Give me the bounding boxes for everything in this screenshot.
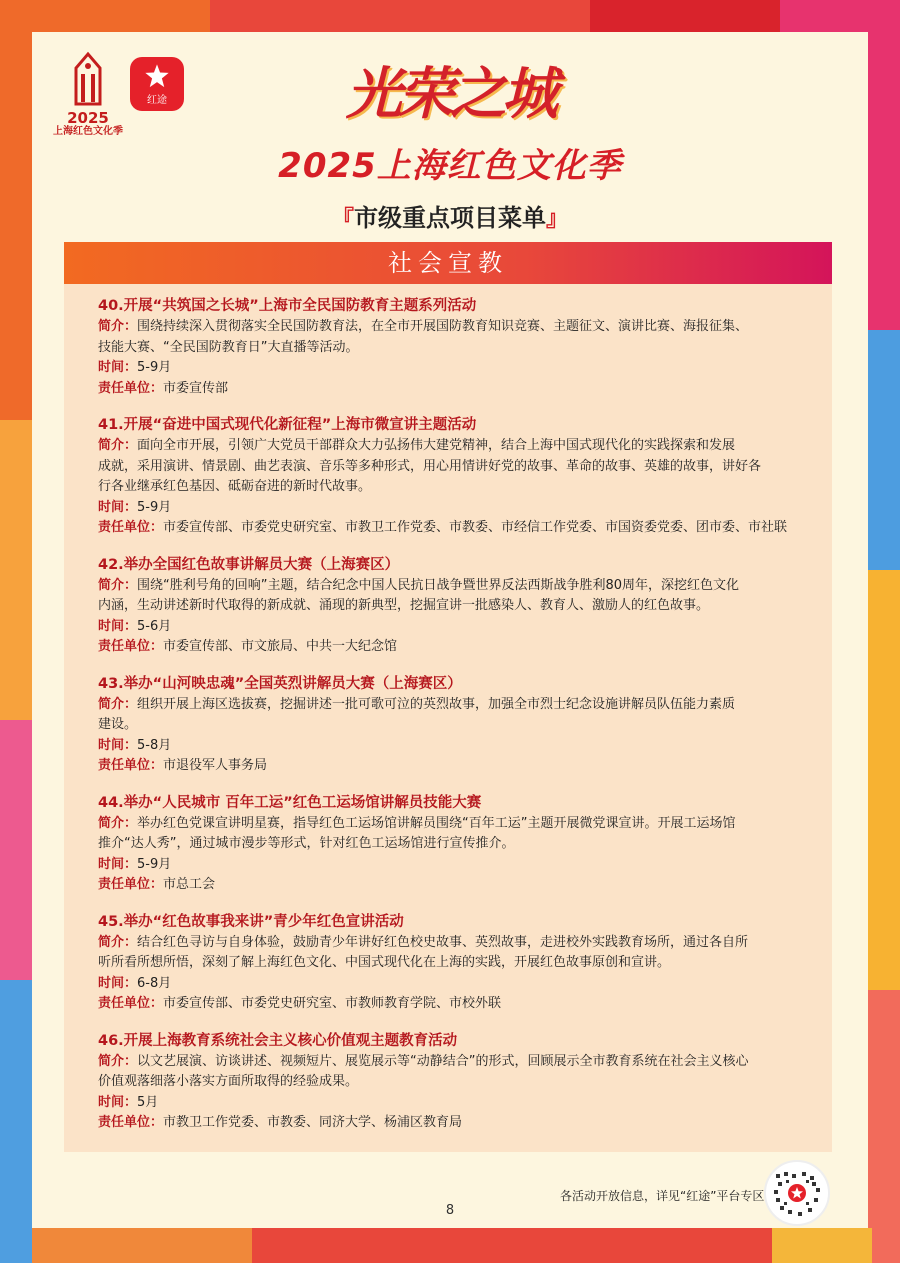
time-value: 5-9月: [137, 499, 172, 515]
project-intro-line: [98, 317, 804, 338]
project-intro-line: [98, 933, 804, 954]
page-title: 2025上海红色文化季: [278, 146, 622, 186]
unit-label: 责任单位：: [98, 996, 164, 1011]
project-time: [98, 736, 804, 757]
intro-text: 建设。: [98, 717, 138, 732]
app-name: 红途: [147, 95, 167, 106]
intro-label: 简介：: [98, 815, 138, 831]
intro-text: 技能大赛、“全民国防教育日”大直播等活动。: [98, 339, 359, 355]
project-item: [98, 555, 832, 658]
time-value: 5-6月: [137, 618, 172, 634]
time-value: 5月: [137, 1094, 159, 1110]
project-unit: [98, 518, 804, 539]
project-unit: [98, 756, 804, 777]
unit-label: 责任单位：: [98, 877, 164, 892]
project-time: [98, 855, 804, 876]
time-label: 时间：: [98, 499, 138, 515]
unit-value: 市委宣传部、市委党史研究室、市教师教育学院、市校外联: [163, 996, 502, 1011]
project-intro-line: [98, 814, 804, 835]
time-label: 时间：: [98, 856, 138, 872]
project-title: 45.举办“红色故事我来讲”青少年红色宣讲活动: [98, 913, 404, 930]
intro-label: 简介：: [98, 577, 138, 593]
intro-text: 价值观落细落小落实方面所取得的经验成果。: [98, 1074, 359, 1089]
project-intro-line: [98, 715, 804, 736]
intro-text: 举办红色党课宣讲明星赛，指导红色工运场馆讲解员围绕“百年工运”主题开展微党课宣讲。开展工运场馆: [137, 815, 736, 831]
intro-text: 以文艺展演、访谈讲述、视频短片、展览展示等“动静结合”的形式，回顾展示全市教育系统在社会主义核心: [137, 1053, 749, 1069]
time-value: 6-8月: [137, 975, 172, 991]
intro-label: 简介：: [98, 696, 138, 712]
unit-value: 市退役军人事务局: [163, 758, 268, 773]
project-intro-line: [98, 1052, 804, 1073]
unit-value: 市总工会: [163, 877, 216, 892]
project-list: [64, 284, 832, 1134]
project-intro-line: [98, 477, 804, 498]
project-time: [98, 1093, 804, 1114]
project-time: [98, 974, 804, 995]
intro-text: 听所看所想所悟，深刻了解上海红色文化、中国式现代化在上海的实践，开展红色故事原创和宣讲。: [98, 955, 671, 970]
page-subtitle: [0, 198, 900, 233]
project-item: [98, 296, 832, 399]
project-intro-line: [98, 695, 804, 716]
time-value: 5-8月: [137, 737, 172, 753]
footer-note: 各活动开放信息，详见“红途”平台专区: [560, 1189, 765, 1203]
project-intro-line: [98, 576, 804, 597]
time-label: 时间：: [98, 975, 138, 991]
project-intro-line: [98, 338, 804, 359]
logo-year: 2025: [67, 109, 109, 127]
unit-value: 市委宣传部、市文旅局、中共一大纪念馆: [163, 639, 398, 654]
project-item: [98, 912, 832, 1015]
unit-label: 责任单位：: [98, 639, 164, 654]
intro-label: 简介：: [98, 1053, 138, 1069]
unit-label: 责任单位：: [98, 520, 164, 535]
intro-text: 内涵，生动讲述新时代取得的新成就、涌现的新典型，挖掘宣讲一批感染人、教育人、激励人的红色故事。: [98, 598, 710, 613]
intro-text: 面向全市开展，引领广大党员干部群众大力弘扬伟大建党精神，结合上海中国式现代化的实践探索和发展: [137, 438, 736, 453]
subtitle-text: 市级重点项目菜单: [354, 204, 546, 232]
unit-label: 责任单位：: [98, 380, 164, 396]
time-label: 时间：: [98, 737, 138, 753]
project-item: [98, 674, 832, 777]
page-number: 8: [445, 1203, 455, 1218]
project-unit: [98, 637, 804, 658]
intro-text: 推介“达人秀”，通过城市漫步等形式，针对红色工运场馆进行宣传推介。: [98, 836, 515, 851]
project-time: [98, 498, 804, 519]
qr-code: [764, 1160, 830, 1226]
unit-value: 市委宣传部、市委党史研究室、市教卫工作党委、市教委、市经信工作党委、市国资委党委、团市委、市社联: [163, 520, 788, 535]
project-title: 41.开展“奋进中国式现代化新征程”上海市微宣讲主题活动: [98, 417, 477, 433]
project-intro-line: [98, 436, 804, 457]
intro-text: 围绕持续深入贯彻落实全民国防教育法，在全市开展国防教育知识竞赛、主题征文、演讲比赛、海报征集、: [137, 319, 749, 334]
qr-code-icon: [766, 1162, 828, 1224]
intro-label: 简介：: [98, 438, 138, 453]
logo-name: 上海红色文化季: [53, 126, 123, 137]
intro-text: 组织开展上海区选拔赛，挖掘讲述一批可歌可泣的英烈故事，加强全市烈士纪念设施讲解员队伍能力素质: [137, 696, 736, 712]
project-intro-line: [98, 953, 804, 974]
intro-label: 简介：: [98, 319, 138, 334]
intro-text: 行各业继承红色基因、砥砺奋进的新时代故事。: [98, 479, 372, 494]
project-title: 46.开展上海教育系统社会主义核心价值观主题教育活动: [98, 1032, 458, 1049]
subtitle-close-bracket: 』: [546, 207, 569, 232]
time-value: 5-9月: [137, 856, 172, 872]
unit-value: 市教卫工作党委、市教委、同济大学、杨浦区教育局: [163, 1115, 463, 1130]
time-label: 时间：: [98, 1094, 138, 1110]
unit-label: 责任单位：: [98, 758, 164, 773]
project-time: [98, 358, 804, 379]
project-title: 43.举办“山河映忠魂”全国英烈讲解员大赛（上海赛区）: [98, 675, 462, 692]
project-intro-line: [98, 457, 804, 478]
project-title: 44.举办“人民城市 百年工运”红色工运场馆讲解员技能大赛: [98, 794, 482, 811]
project-title: 40.开展“共筑国之长城”上海市全民国防教育主题系列活动: [98, 298, 477, 314]
intro-label: 简介：: [98, 934, 138, 950]
project-intro-line: [98, 596, 804, 617]
project-unit: [98, 1113, 804, 1134]
project-intro-line: [98, 1072, 804, 1093]
subtitle-open-bracket: 『: [331, 207, 354, 232]
unit-value: 市委宣传部: [163, 380, 229, 396]
project-section: [64, 242, 832, 1152]
time-value: 5-9月: [137, 360, 172, 375]
intro-text: 结合红色寻访与自身体验，鼓励青少年讲好红色校史故事、英烈故事，走进校外实践教育场所，通过各自所: [137, 934, 749, 950]
project-item: [98, 793, 832, 896]
intro-text: 围绕“胜利号角的回响”主题，结合纪念中国人民抗日战争暨世界反法西斯战争胜利80周年，深挖红色文化: [137, 577, 740, 593]
project-unit: [98, 875, 804, 896]
project-time: [98, 617, 804, 638]
section-heading: 社会宣教: [64, 242, 832, 284]
unit-label: 责任单位：: [98, 1115, 164, 1130]
project-unit: [98, 994, 804, 1015]
time-label: 时间：: [98, 618, 138, 634]
project-intro-line: [98, 834, 804, 855]
time-label: 时间：: [98, 360, 138, 375]
project-title: 42.举办全国红色故事讲解员大赛（上海赛区）: [98, 556, 400, 573]
project-unit: [98, 379, 804, 400]
project-item: [98, 415, 832, 539]
calligraphy-title: 光荣之城: [346, 61, 554, 127]
intro-text: 成就，采用演讲、情景剧、曲艺表演、音乐等多种形式，用心用情讲好党的故事、革命的故事、英雄的故事，讲好各: [98, 458, 762, 474]
project-item: [98, 1031, 832, 1134]
